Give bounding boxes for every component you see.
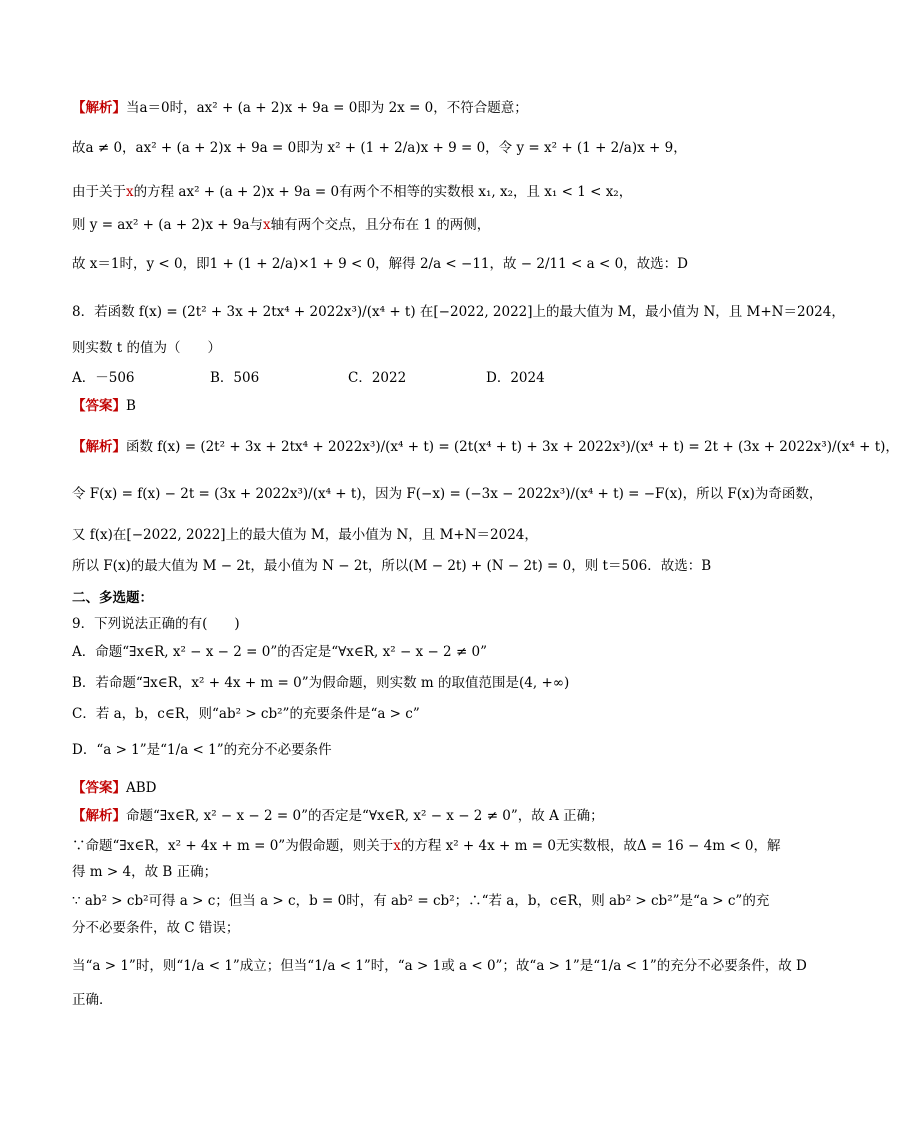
q8-option-c: C．2022 [348, 370, 407, 386]
variable-x: x [393, 838, 401, 854]
q7-analysis-line-2: 故a ≠ 0，ax² + (a + 2)x + 9a = 0即为 x² + (1 + 2/a)x + 9 = 0，令 y = x² + (1 + 2/a)x + 9， [72, 140, 687, 156]
q9-option-c: C．若 a，b，c∈R，则“ab² > cb²”的充要条件是“a > c” [72, 706, 420, 722]
q9-answer-line [72, 778, 732, 798]
q8-stem-line-2: 则实数 t 的值为（ ） [72, 340, 222, 356]
q8-answer: B [126, 398, 136, 414]
q8-analysis-line-4: 所以 F(x)的最大值为 M − 2t，最小值为 N − 2t，所以(M − 2t) + (N − 2t) = 0，则 t＝506．故选：B [72, 558, 712, 574]
analysis-tag: 【解析】 [72, 100, 126, 116]
analysis-tag: 【解析】 [72, 439, 126, 455]
q9-analysis-text-2b: 的方程 x² + 4x + m = 0无实数根，故Δ = 16 − 4m < 0，解 [400, 838, 781, 854]
q9-analysis-line-4: ∵ ab² > cb²可得 a > c；但当 a > c，b = 0时，有 ab² = cb²；∴“若 a，b，c∈R，则 ab² > cb²”是“a > c”的充 [72, 893, 770, 909]
q7-analysis-text-4a: 则 y = ax² + (a + 2)x + 9a与 [72, 217, 263, 233]
answer-tag: 【答案】 [72, 780, 126, 796]
q8-options [72, 368, 732, 388]
q7-analysis-text-1: 当a＝0时，ax² + (a + 2)x + 9a = 0即为 2x = 0，不符合题意； [126, 100, 528, 116]
q8-option-b: B．506 [210, 370, 260, 386]
q8-analysis-text-1: 函数 f(x) = (2t² + 3x + 2tx⁴ + 2022x³)/(x⁴ + t) = (2t(x⁴ + t) + 3x + 2022x³)/(x⁴ + t) = 2t + (3x + 2022x³)/(x⁴ + t)， [126, 439, 899, 455]
q8-analysis-line-3: 又 f(x)在[−2022, 2022]上的最大值为 M，最小值为 N，且 M+N＝2024， [72, 527, 538, 543]
q9-analysis-line-2 [72, 836, 781, 856]
q7-analysis-line-4 [72, 215, 732, 235]
variable-x: x [126, 184, 134, 200]
q7-analysis-line-1 [72, 98, 732, 118]
q9-analysis-line-5: 分不必要条件，故 C 错误； [72, 920, 240, 936]
q7-analysis-text-3b: 的方程 ax² + (a + 2)x + 9a = 0有两个不相等的实数根 x₁, x₂，且 x₁ < 1 < x₂， [133, 184, 633, 200]
variable-x: x [263, 217, 271, 233]
analysis-tag: 【解析】 [72, 808, 126, 824]
q9-analysis-line-3: 得 m > 4，故 B 正确； [72, 864, 218, 880]
q8-option-d: D．2024 [486, 370, 545, 386]
q8-answer-line [72, 396, 732, 416]
q9-option-a: A．命题“∃x∈R, x² − x − 2 = 0”的否定是“∀x∈R, x² − x − 2 ≠ 0” [72, 644, 488, 660]
q9-stem: 9．下列说法正确的有( ) [72, 616, 240, 632]
q8-analysis-line-2: 令 F(x) = f(x) − 2t = (3x + 2022x³)/(x⁴ + t)，因为 F(−x) = (−3x − 2022x³)/(x⁴ + t) = −F(x)，所以 F(x)为奇函数， [72, 486, 823, 502]
q9-option-b: B．若命题“∃x∈R，x² + 4x + m = 0”为假命题，则实数 m 的取值范围是(4, +∞) [72, 675, 570, 691]
q9-analysis-line-7: 正确． [72, 992, 113, 1008]
q9-analysis-line-1 [72, 806, 732, 826]
q7-analysis-text-3a: 由于关于 [72, 184, 126, 200]
q7-analysis-line-3 [72, 182, 732, 202]
q9-analysis-text-2a: ∵命题“∃x∈R，x² + 4x + m = 0”为假命题，则关于 [72, 838, 394, 854]
q7-analysis-text-4b: 轴有两个交点，且分布在 1 的两侧， [270, 217, 491, 233]
q9-option-d: D．“a > 1”是“1/a < 1”的充分不必要条件 [72, 742, 332, 758]
q8-stem-line-1: 8．若函数 f(x) = (2t² + 3x + 2tx⁴ + 2022x³)/(x⁴ + t) 在[−2022, 2022]上的最大值为 M，最小值为 N，且 M+N＝2024， [72, 304, 845, 320]
q8-option-a: A．－506 [72, 370, 135, 386]
q7-analysis-line-5: 故 x＝1时，y < 0，即1 + (1 + 2/a)×1 + 9 < 0，解得 2/a < −11，故 − 2/11 < a < 0，故选：D [72, 256, 688, 272]
q9-analysis-text-1: 命题“∃x∈R, x² − x − 2 = 0”的否定是“∀x∈R, x² − x − 2 ≠ 0”，故 A 正确； [126, 808, 604, 824]
q8-analysis-line-1 [72, 437, 899, 457]
q9-analysis-line-6: 当“a > 1”时，则“1/a < 1”成立；但当“1/a < 1”时，“a > 1或 a < 0”；故“a > 1”是“1/a < 1”的充分不必要条件，故 D [72, 958, 807, 974]
q9-answer: ABD [126, 780, 157, 796]
answer-tag: 【答案】 [72, 398, 126, 414]
section-heading: 二、多选题： [72, 590, 153, 606]
